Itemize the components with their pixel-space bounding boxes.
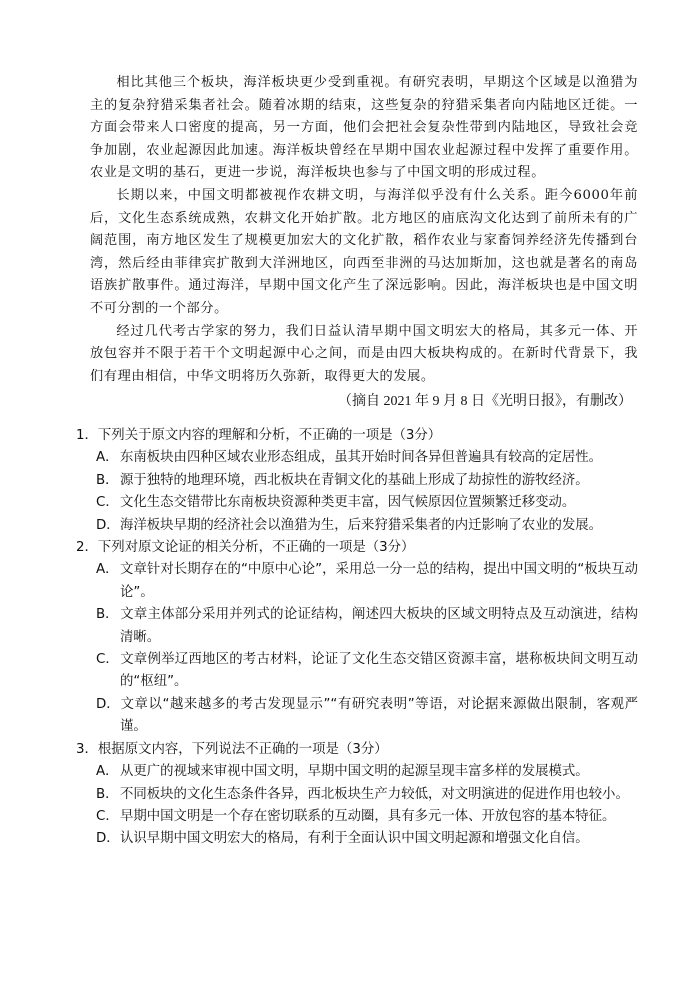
question-1: [76, 425, 638, 537]
option-c: [76, 649, 638, 694]
option-d: [76, 694, 638, 739]
option-text: 海洋板块早期的经济社会以渔猎为生，后来狩猎采集者的内迁影响了农业的发展。: [120, 517, 603, 533]
option-b: [76, 604, 638, 649]
option-letter: B．: [96, 607, 119, 623]
option-letter: B．: [96, 472, 119, 488]
option-letter: D．: [96, 696, 120, 712]
passage-paragraph-1: 相比其他三个板块，海洋板块更少受到重视。有研究表明，早期这个区域是以渔猎为主的复杂狩猎采集者社会。随着冰期的结束，这些复杂的狩猎采集者向内陆地区迁徙。一方面会带来人口密度的提高，另一方面，他们会把社会复杂性带到内陆地区，导致社会竞争加剧，农业起源因此加速。海洋板块曾经在早期中国农业起源过程中发挥了重要作用。农业是文明的基石，更进一步说，海洋板块也参与了中国文明的形成过程。: [90, 75, 638, 181]
option-letter: C．: [96, 495, 119, 511]
option-text: 不同板块的文化生态条件各异，西北板块生产力较低，对文明演进的促进作用也较小。: [120, 786, 629, 802]
option-letter: A．: [96, 764, 119, 780]
option-text: 文章针对长期存在的“中原中心论”，采用总一分一总的结构，提出中国文明的“板块互动论”。: [120, 562, 638, 600]
option-text: 早期中国文明是一个存在密切联系的互动圈，具有多元一体、开放包容的基本特征。: [120, 808, 616, 824]
option-text: 源于独特的地理环境，西北板块在青铜文化的基础上形成了劫掠性的游牧经济。: [120, 472, 589, 488]
option-d: [76, 515, 638, 537]
question-list: [76, 425, 638, 851]
option-list: [76, 559, 638, 738]
option-letter: C．: [96, 808, 119, 824]
option-text: 东南板块由四种区域农业形态组成，虽其开始时间各异但普遍具有较高的定居性。: [120, 450, 603, 466]
question-2: [76, 537, 638, 739]
option-text: 认识早期中国文明宏大的格局，有利于全面认识中国文明起源和增强文化自信。: [120, 831, 589, 847]
question-stem: 2．下列对原文论证的相关分析，不正确的一项是（3分）: [76, 540, 415, 556]
option-c: [76, 806, 638, 828]
passage-paragraph-3: 经过几代考古学家的努力，我们日益认清早期中国文明宏大的格局，其多元一体、开放包容并不限于若干个文明起源中心之间，而是由四大板块构成的。在新时代背景下，我们有理由相信，中华文明将历久弥新，取得更大的发展。: [90, 323, 638, 384]
option-letter: C．: [96, 652, 119, 668]
question-stem: 1．下列关于原文内容的理解和分析，不正确的一项是（3分）: [76, 428, 442, 443]
option-a: [76, 447, 638, 469]
option-letter: A．: [96, 450, 119, 466]
option-letter: A．: [96, 562, 119, 578]
option-letter: D．: [96, 831, 120, 847]
option-text: 文化生态交错带比东南板块资源种类更丰富，因气候原因位置频繁迁移变动。: [120, 495, 576, 511]
reading-passage: [90, 72, 638, 388]
passage-paragraph-2: 长期以来，中国文明都被视作农耕文明，与海洋似乎没有什么关系。距今6000年前后，文化生态系统成熟，农耕文化开始扩散。北方地区的庙底沟文化达到了前所未有的广阔范围，南方地区发生了规模更加宏大的文化扩散，稻作农业与家畜饲养经济先传播到台湾，然后经由菲律宾扩散到大洋洲地区，向西至非洲的马达加斯加，这也就是著名的南岛语族扩散事件。通过海洋，早期中国文化产生了深远影响。因此，海洋板块也是中国文明不可分割的一个部分。: [90, 187, 638, 316]
option-text: 从更广的视域来审视中国文明，早期中国文明的起源呈现丰富多样的发展模式。: [120, 764, 589, 780]
passage-source: （摘自 2021 年 9 月 8 日《光明日报》，有删改）: [338, 394, 632, 409]
option-b: [76, 784, 638, 806]
option-a: [76, 761, 638, 783]
option-list: [76, 761, 638, 851]
question-3: [76, 739, 638, 851]
option-a: [76, 559, 638, 604]
option-text: 文章例举辽西地区的考古材料，论证了文化生态交错区资源丰富，堪称板块间文明互动的“枢纽”。: [120, 652, 638, 690]
option-text: 文章以“越来越多的考古发现显示”“有研究表明”等语，对论据来源做出限制，客观严谨。: [120, 696, 638, 735]
question-stem: 3．根据原文内容，下列说法不正确的一项是（3分）: [76, 741, 388, 757]
option-letter: B．: [96, 786, 119, 802]
option-d: [76, 828, 638, 850]
option-b: [76, 470, 638, 492]
option-list: [76, 447, 638, 537]
option-text: 文章主体部分采用并列式的论证结构，阐述四大板块的区域文明特点及互动演进，结构清晰。: [120, 607, 638, 645]
option-letter: D．: [96, 517, 120, 533]
option-c: [76, 492, 638, 514]
